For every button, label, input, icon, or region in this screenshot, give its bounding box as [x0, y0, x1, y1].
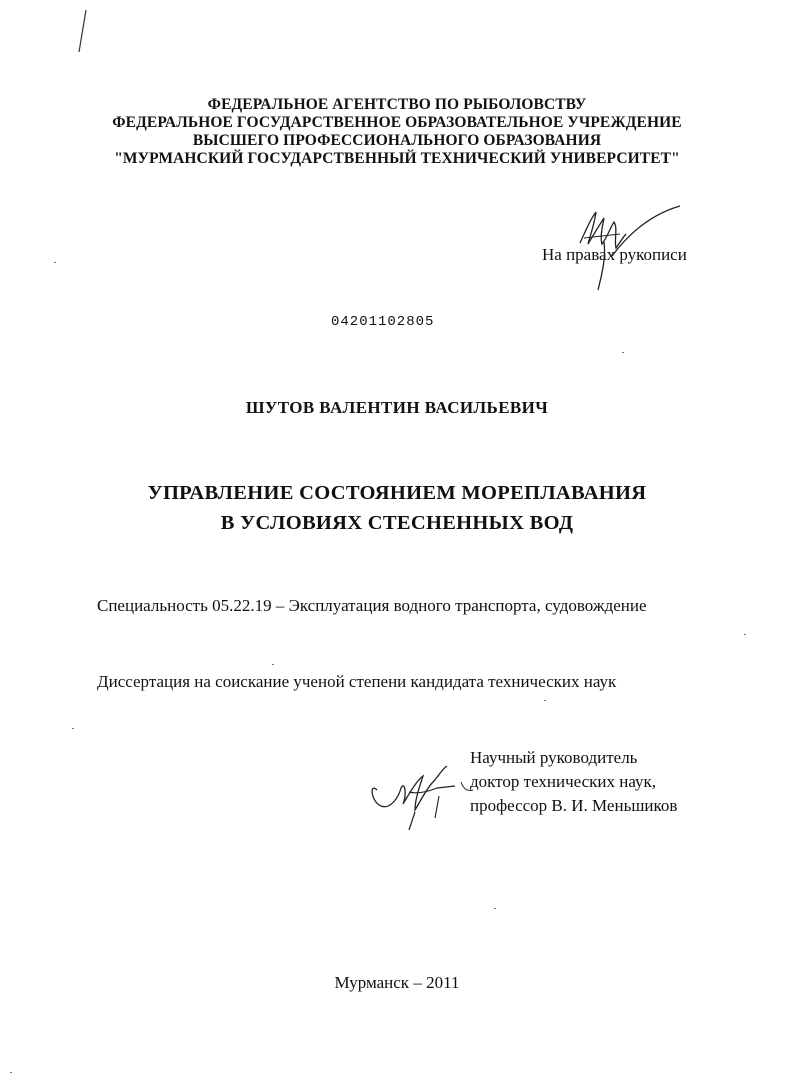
title-line-2: В УСЛОВИЯХ СТЕСНЕННЫХ ВОД [220, 512, 574, 534]
supervisor-block [470, 746, 677, 818]
registration-number: 04201102805 [331, 314, 435, 330]
supervisor-degree: доктор технических наук, [470, 772, 657, 791]
scan-speck [744, 634, 746, 635]
title-line-1: УПРАВЛЕНИЕ СОСТОЯНИЕМ МОРЕПЛАВАНИЯ [147, 482, 647, 504]
scan-speck [54, 262, 56, 263]
dissertation-title [0, 478, 794, 538]
specialty-line: Специальность 05.22.19 – Эксплуатация водного транспорта, судовождение [97, 596, 647, 615]
scan-speck [272, 664, 274, 665]
scan-speck [10, 1072, 12, 1073]
supervisor-name: профессор В. И. Меньшиков [470, 796, 678, 815]
author-signature [560, 198, 690, 298]
supervisor-role: Научный руководитель [470, 748, 638, 767]
header-line-university: "МУРМАНСКИЙ ГОСУДАРСТВЕННЫЙ ТЕХНИЧЕСКИЙ УНИВЕРСИТЕТ" [114, 150, 680, 167]
manuscript-note: На правах рукописи [542, 245, 687, 264]
header-line-agency: ФЕДЕРАЛЬНОЕ АГЕНТСТВО ПО РЫБОЛОВСТВУ [207, 96, 587, 113]
city-year-footer: Мурманск – 2011 [334, 973, 460, 992]
scan-speck [622, 352, 624, 353]
dissertation-degree-line: Диссертация на соискание ученой степени кандидата технических наук [97, 672, 617, 691]
supervisor-signature [365, 752, 475, 832]
header-line-institution: ФЕДЕРАЛЬНОЕ ГОСУДАРСТВЕННОЕ ОБРАЗОВАТЕЛЬНОЕ УЧРЕЖДЕНИЕ [112, 114, 682, 131]
institution-header [0, 96, 794, 168]
scan-speck [72, 728, 74, 729]
scan-speck [494, 908, 496, 909]
corner-pen-mark [72, 8, 102, 58]
author-name: ШУТОВ ВАЛЕНТИН ВАСИЛЬЕВИЧ [245, 398, 549, 417]
header-line-education: ВЫСШЕГО ПРОФЕССИОНАЛЬНОГО ОБРАЗОВАНИЯ [192, 132, 602, 149]
scan-speck [544, 700, 546, 701]
